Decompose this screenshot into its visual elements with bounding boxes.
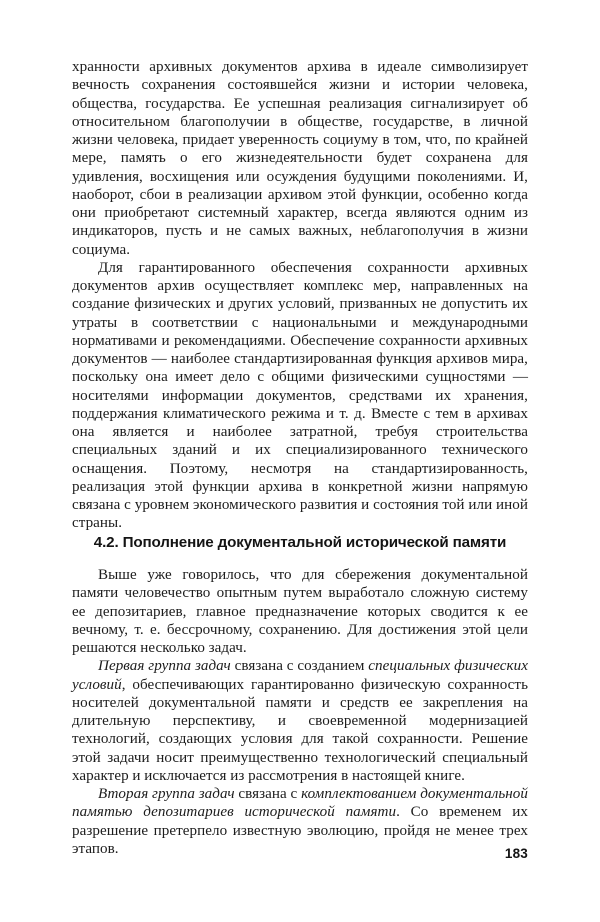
text-run-roman: . Со временем их разрешение претерпело известную эволюцию, пройдя не менее трех этапов.: [72, 804, 528, 857]
text-run-roman: связана с созданием: [230, 658, 369, 675]
section-body-column: [72, 566, 528, 858]
section-heading-block: [72, 534, 528, 552]
page-number: 183: [504, 846, 528, 861]
text-run-italic: Первая группа задач: [98, 658, 231, 675]
paragraph-first-group-of-tasks: [72, 657, 528, 785]
text-run-italic: комплектованием документальной памятью депозитариев исторической памяти: [72, 786, 528, 821]
text-run-italic: специальных физических условий: [72, 658, 528, 693]
text-run-italic: Вторая группа задач: [98, 786, 235, 802]
text-run-roman: Выше уже говорилось, что для сбережения документальной памяти человечество опытным путем выработало сложную систему ее депозитариев, главное предназначение которых сводится к ее вечному, т. е. бессрочному, сохранению. Для достижения этой цели решаются несколько задач.: [72, 567, 528, 656]
section-heading-4-2: 4.2. Пополнение документальной исторической памяти: [93, 534, 507, 551]
text-run-roman: , обеспечивающих гарантированно физическую сохранность носителей документальной памяти и средств ее закрепления на длительную перспективу, и своевременной модернизацией технологий, создающих условия для такой сохранности. Решение этой задачи носит преимущественно технологический специальный характер и исключается из рассмотрения в настоящей книге.: [72, 676, 528, 784]
upper-text-column: [72, 58, 528, 533]
paragraph-continued-from-previous-page: хранности архивных документов архива в идеале символизирует вечность сохранения состоявшейся жизни и истории человека, общества, государства. Ее успешная реализация сигнализирует об относительном благополучии в обществе, государстве, в личной жизни человека, придает уверенность социуму в том, что, по крайней мере, память о его жизнедеятельности будет сохранена для удивления, восхищения или осуждения будущими поколениями. И, наоборот, сбои в реализации архивом этой функции, особенно когда они приобретают системный характер, всегда являются одним из индикаторов, пусть и не самых важных, неблагополучия в жизни социума.: [72, 59, 528, 258]
text-run-roman: связана с: [234, 786, 302, 802]
paragraph-intro-tasks: [72, 566, 528, 657]
paragraph-storage-conditions: Для гарантированного обеспечения сохранности архивных документов архив осуществляет комплекс мер, направленных на создание физических и других условий, призванных не допустить их утраты в соответствии с национальными и международными нормативами и рекомендациями. Обеспечение сохранности архивных документов — наиболее стандартизированная функция архивов мира, поскольку она имеет дело с общими физическими сущностями — носителями информации документов, средствами их хранения, поддержания климатического режима и т. д. Вместе с тем в архивах она является и наиболее затратной, требуя строительства специальных зданий и их специализированного технического оснащения. Поэтому, несмотря на стандартизированность, реализация этой функции архива в конкретной жизни напрямую связана с уровнем экономического развития и состояния той или иной страны.: [72, 259, 528, 532]
